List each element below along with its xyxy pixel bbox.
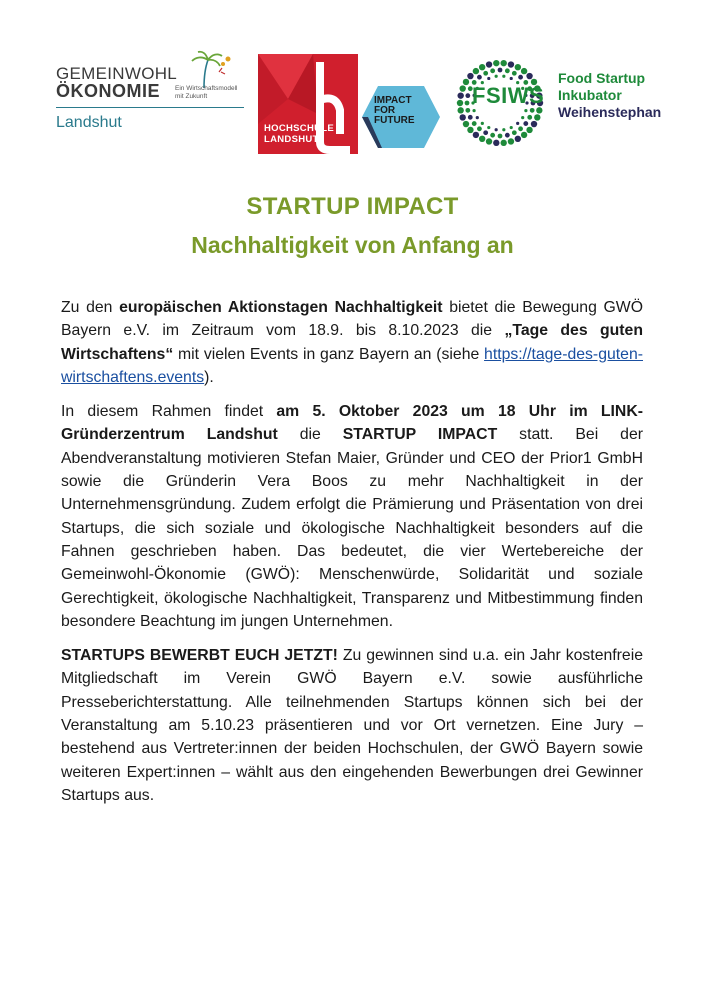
logo-dot (465, 108, 470, 113)
logo-dot (486, 138, 492, 144)
logo-dot (512, 71, 517, 76)
logo-dot (515, 136, 521, 142)
p1-text-a: Zu den (61, 299, 120, 316)
logo-dot (465, 101, 470, 106)
logo-dot (515, 64, 521, 70)
logo-dot (518, 75, 523, 80)
p2-text-c: die (277, 426, 343, 444)
logo-dot (510, 77, 513, 80)
logo-dot (477, 126, 482, 131)
logo-dot (468, 115, 473, 120)
impact-for-future-logo (360, 82, 442, 157)
impact-text (374, 96, 415, 126)
logo-dot (477, 75, 482, 80)
fsiws-logo (452, 58, 662, 148)
body-text (61, 296, 643, 818)
logo-dot (498, 134, 503, 139)
logo-dot (460, 85, 466, 91)
fsiws-line1: Food Startup (558, 70, 646, 86)
logo-dot (483, 71, 488, 76)
logo-dot (486, 61, 492, 67)
logo-dot (512, 130, 517, 135)
logo-dot (534, 114, 540, 120)
logo-dot (495, 75, 498, 78)
logo-dot (490, 133, 495, 138)
gwoe-tagline: Ein Wirtschaftsmodell mit Zukunft (175, 85, 238, 100)
logo-dot (457, 107, 463, 113)
logo-dot (526, 127, 532, 133)
gwoe-line2: ÖKONOMIE (56, 81, 161, 101)
logo-dot (502, 75, 505, 78)
logo-dot (526, 73, 532, 79)
logo-dot (479, 64, 485, 70)
logo-dot (457, 100, 463, 106)
p1-text-c: bietet die Bewegung GWÖ Bayern e.V. im Zeitraum vom 18.9. bis 8.10.2023 die (61, 299, 643, 340)
logo-dot (479, 136, 485, 142)
logo-dot (524, 109, 527, 112)
logo-dot (498, 68, 503, 73)
logo-dot (505, 133, 510, 138)
logo-dot (463, 121, 469, 127)
logo-dot (508, 138, 514, 144)
gwoe-region: Landshut (56, 114, 122, 131)
logo-dot (518, 126, 523, 131)
logo-dot (463, 79, 469, 85)
paragraph-event (61, 400, 643, 633)
logo-dot (473, 68, 479, 74)
hochschule-name (264, 123, 334, 145)
logo-dot (521, 132, 527, 138)
logo-dot (487, 126, 490, 129)
logo-dot (521, 68, 527, 74)
p2-text-a: In diesem Rahmen findet (61, 403, 277, 421)
logo-dot (467, 73, 473, 79)
logo-dot (465, 93, 470, 98)
logo-dot (527, 115, 532, 120)
impact-line1: IMPACT (374, 95, 412, 106)
logo-dot (502, 128, 505, 131)
p2-text-e: statt. Bei der Abendveranstaltung motivieren Stefan Maier, Gründer und CEO der Prior1 GmbH sowie die Gründerin Vera Boos zu mehr Nachhaltigkeit in der Unternehmensgründung. Zudem erfolgt die Prämierung und Präsentation von drei Startups, die sich soziale und ökologische Nachhaltigkeit besonders auf die Fahnen geschrieben haben. Das bedeutet, die vier Wertebereiche der Gemeinwohl-Ökonomie (GWÖ): Menschenwürde, Solidarität und soziale Gerechtigkeit, ökologische Nachhaltigkeit, Transparenz und Mitbestimmung finden besondere Beachtung im jungen Unternehmen. (61, 426, 643, 630)
logo-dot (490, 68, 495, 73)
logo-dot (460, 114, 466, 120)
logo-dot (473, 132, 479, 138)
paragraph-call (61, 644, 643, 807)
p1-bold-aktionstage: europäischen Aktionstagen Nachhaltigkeit (119, 299, 443, 316)
paragraph-intro (61, 296, 643, 389)
p3-bold-call: STARTUPS BEWERBT EUCH JETZT! (61, 647, 338, 665)
fsiws-line3: Weihenstephan (558, 104, 662, 120)
logo-dot (505, 68, 510, 73)
logo-dot (476, 116, 479, 119)
logo-dot (495, 128, 498, 131)
palm-icon (188, 50, 248, 90)
logo-dot (531, 121, 537, 127)
p1-text-f: ). (204, 368, 214, 386)
logo-dot (500, 140, 506, 146)
page-title: STARTUP IMPACT (246, 193, 459, 220)
logo-dot (493, 140, 499, 146)
hochschule-line1: HOCHSCHULE (264, 123, 335, 134)
logo-dot (472, 109, 475, 112)
logo-dot (510, 126, 513, 129)
logo-dot (481, 122, 484, 125)
impact-line3: FUTURE (374, 115, 415, 126)
fsiws-name (558, 70, 661, 121)
p1-bold-tage: „Tage des guten Wirtschaftens“ (61, 322, 643, 363)
gwoe-logo (56, 50, 246, 145)
impact-line2: FOR (374, 105, 396, 116)
gwoe-divider (56, 107, 244, 108)
logo-dot (523, 121, 528, 126)
logo-dot (493, 60, 499, 66)
p3-text-b: Zu gewinnen sind u.a. ein Jahr kostenfreie Mitgliedschaft im Verein GWÖ Bayern e.V. sowie ausführliche Presseberichterstattung. Alle teilnehmenden Startups können sich bei der Veranstaltung am 5.10.23 präsentieren und vor Ort vernetzen. Eine Jury – bestehend aus Vertreter:innen der beiden Hochschulen, der GWÖ Bayern sowie weiteren Expert:innen – wählt aus den eingehenden Bewerbungen drei Gewinner Startups aus. (61, 647, 643, 804)
logo-dot (516, 122, 519, 125)
logo-dot (457, 92, 463, 98)
logo-dot (472, 121, 477, 126)
logo-dot (467, 127, 473, 133)
logo-dot (508, 61, 514, 67)
gwoe-line1: GEMEINWOHL (56, 64, 178, 83)
logo-dot (487, 77, 490, 80)
logo-bar (0, 40, 705, 160)
page-subtitle: Nachhaltigkeit von Anfang an (191, 232, 514, 258)
p2-bold-event: STARTUP IMPACT (342, 426, 498, 444)
logo-dot (521, 116, 524, 119)
logo-dot (500, 60, 506, 66)
p2-bold-date: am 5. Oktober 2023 um 18 Uhr im LINK-Gründerzentrum Landshut (61, 403, 643, 444)
hochschule-landshut-logo (258, 54, 358, 154)
logo-dot (483, 130, 488, 135)
hochschule-line2: LANDSHUT (264, 134, 319, 145)
events-link[interactable]: https://tage-des-guten-wirtschaftens.events (61, 345, 643, 386)
fsiws-line2: Inkubator (558, 87, 622, 103)
fsiws-core-text: FSIWS (472, 83, 545, 108)
p1-text-e: mit vielen Events in ganz Bayern an (siehe (173, 345, 485, 363)
